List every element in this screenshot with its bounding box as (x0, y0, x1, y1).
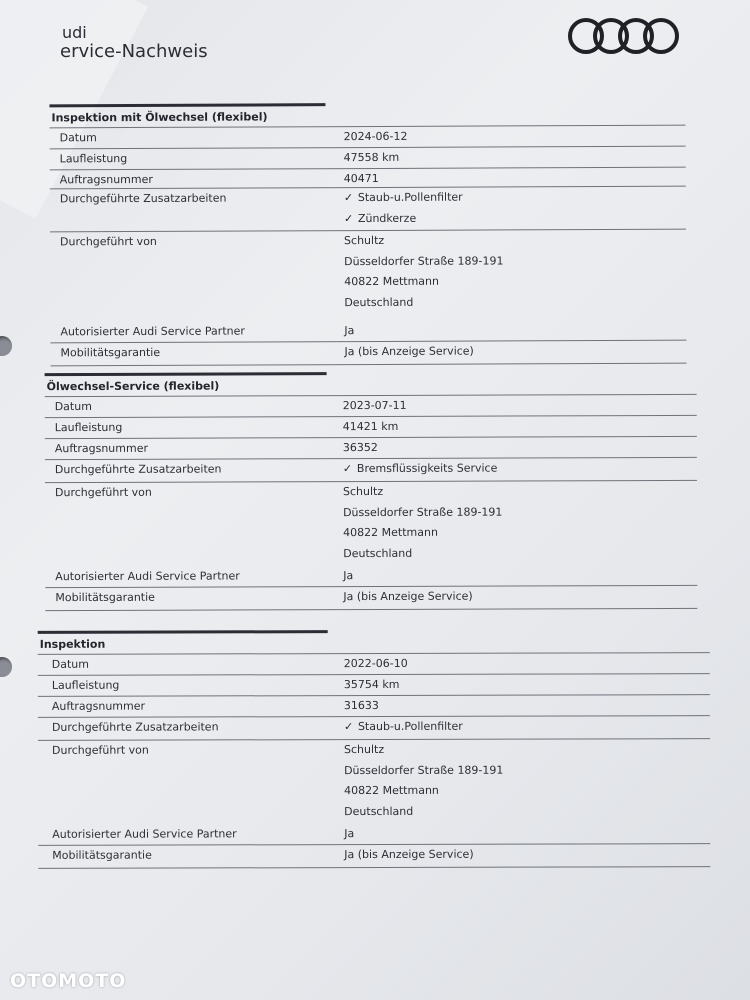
address-line: Düsseldorfer Straße 189-191 (343, 505, 503, 519)
row-mobilitaetsgarantie (50, 340, 686, 366)
row-durchgefuehrt-von (45, 480, 697, 567)
row-laufleistung (45, 415, 697, 438)
field-value: Ja (bis Anzeige Service) (344, 847, 474, 862)
check-icon: ✓ (342, 462, 353, 476)
field-label: Datum (54, 399, 92, 414)
audi-rings-logo (566, 15, 682, 57)
field-label: Autorisierter Audi Service Partner (55, 569, 240, 584)
value-list (343, 462, 498, 483)
punch-hole (0, 336, 12, 356)
field-value: 2022-06-10 (343, 656, 408, 671)
row-datum (38, 652, 710, 675)
section-title: Inspektion mit Ölwechsel (flexibel) (51, 110, 268, 125)
field-label: Laufleistung (54, 420, 123, 435)
row-auftragsnummer (38, 694, 710, 717)
field-label: Auftragsnummer (54, 441, 149, 456)
field-value: Ja (344, 324, 355, 338)
service-entry-2 (45, 371, 698, 611)
check-icon: ✓ (343, 720, 354, 734)
address-line: Schultz (343, 742, 385, 757)
address-line: Düsseldorfer Straße 189-191 (344, 253, 504, 268)
field-value: Ja (bis Anzeige Service) (344, 344, 474, 359)
value-list (344, 191, 463, 233)
address-line: 40822 Mettmann (344, 274, 440, 289)
field-label: Durchgeführt von (51, 743, 149, 757)
row-laufleistung (50, 146, 686, 170)
address-line: Deutschland (344, 804, 414, 818)
field-label: Mobilitätsgarantie (60, 345, 161, 360)
field-label: Durchgeführte Zusatzarbeiten (59, 191, 227, 206)
field-value: 35754 km (343, 677, 400, 692)
address-block (343, 485, 503, 568)
service-entry-1 (49, 102, 686, 367)
field-value: Ja (344, 827, 355, 841)
row-zusatzarbeiten (50, 186, 686, 232)
value-list (344, 720, 463, 741)
field-label: Durchgeführt von (60, 234, 157, 249)
field-label: Laufleistung (51, 678, 120, 692)
check-icon: ✓ (343, 211, 354, 225)
row-durchgefuehrt-von (38, 738, 710, 825)
field-value: 41421 km (342, 419, 399, 434)
field-label: Datum (59, 131, 97, 145)
field-label: Autorisierter Audi Service Partner (60, 324, 245, 339)
row-mobilitaetsgarantie (38, 843, 710, 868)
field-label: Auftragsnummer (59, 172, 153, 187)
field-value: 2024-06-12 (343, 129, 408, 144)
address-line: Deutschland (343, 546, 413, 560)
address-line: Schultz (342, 484, 384, 499)
field-value: 36352 (342, 440, 378, 455)
row-zusatzarbeiten (45, 457, 697, 482)
otomoto-watermark: OTOMOTO (10, 970, 127, 992)
row-laufleistung (38, 673, 710, 696)
brand-name: udi (62, 23, 87, 42)
field-label: Mobilitätsgarantie (52, 848, 152, 862)
row-service-partner (38, 823, 710, 845)
field-label: Laufleistung (59, 152, 128, 166)
address-block (344, 233, 504, 316)
document-title: ervice-Nachweis (60, 41, 208, 62)
checked-item: ✓ Zündkerze (343, 211, 417, 225)
field-value: 2023-07-11 (342, 398, 407, 413)
check-icon: ✓ (343, 191, 354, 205)
row-mobilitaetsgarantie (45, 585, 697, 610)
row-auftragsnummer (45, 436, 697, 459)
field-label: Mobilitätsgarantie (55, 590, 155, 605)
row-datum (50, 125, 686, 149)
checked-item: ✓ Staub-u.Pollenfilter (343, 719, 463, 734)
row-durchgefuehrt-von (50, 229, 686, 323)
field-label: Datum (51, 657, 90, 671)
field-value: Ja (bis Anzeige Service) (343, 589, 473, 604)
field-value: Ja (343, 569, 354, 583)
field-label: Auftragsnummer (51, 699, 146, 713)
address-line: Deutschland (344, 295, 414, 309)
row-datum (45, 394, 697, 417)
field-value: 31633 (343, 698, 379, 713)
address-line: Schultz (344, 233, 385, 248)
row-service-partner (45, 565, 697, 587)
address-line: 40822 Mettmann (344, 783, 439, 798)
row-service-partner (50, 320, 686, 343)
section-title: Ölwechsel-Service (flexibel) (46, 379, 220, 394)
field-value: 40471 (343, 171, 379, 186)
address-line: Düsseldorfer Straße 189-191 (344, 763, 504, 777)
address-block (344, 743, 504, 825)
field-label: Durchgeführt von (54, 485, 152, 500)
section-title: Inspektion (39, 637, 106, 651)
field-value: 47558 km (343, 150, 400, 165)
punch-hole (0, 657, 12, 677)
checked-item: ✓ Staub-u.Pollenfilter (343, 190, 463, 205)
service-entry-3 (38, 629, 711, 869)
row-zusatzarbeiten (38, 715, 710, 740)
field-label: Durchgeführte Zusatzarbeiten (54, 462, 222, 477)
field-label: Durchgeführte Zusatzarbeiten (51, 720, 219, 734)
address-line: 40822 Mettmann (343, 525, 438, 540)
checked-item: ✓ Bremsflüssigkeits Service (342, 461, 498, 476)
field-label: Autorisierter Audi Service Partner (52, 827, 237, 841)
